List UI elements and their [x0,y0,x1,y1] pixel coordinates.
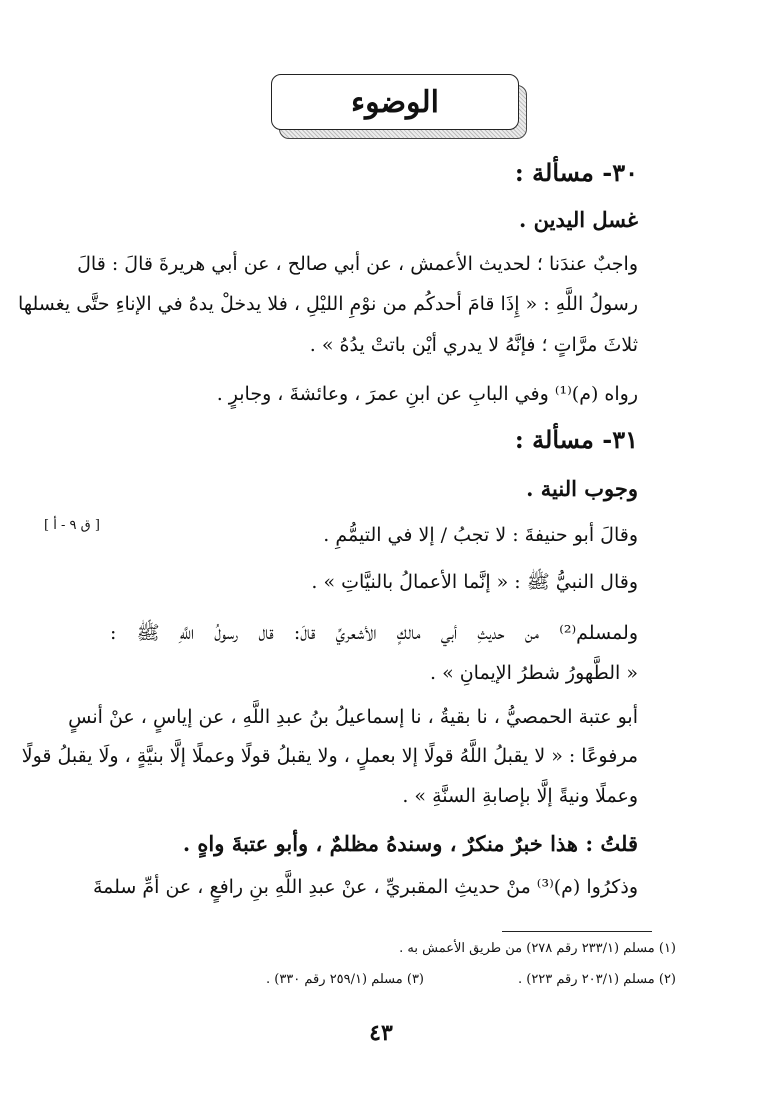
footnote-separator [502,931,652,932]
chapter-title-box [271,74,519,130]
chapter-title: الوضوء [350,84,440,120]
issue-31-nabi-line: وقال النبيُّ ﷺ : « إنَّما الأعمالُ بالنيَّاتِ » . [311,571,638,593]
issue-31-muslim-line-1: ولمسلم⁽²⁾ من حديثِ أبي مالكٍ الأشعريِّ قالَ: قال رسولُ اللَّهِ ﷺ : [110,622,638,644]
issue-30-heading: ٣٠- مسألة : [514,158,638,187]
manuscript-margin-note: [ ق ٩ - أ ] [44,518,100,533]
issue-31-hanifa-line: وقالَ أبو حنيفةَ : لا تجبُ / إلا في التيمُّمِ . [323,524,638,546]
issue-31-subheading: وجوب النية . [526,476,638,501]
footnote-1: (١) مسلم (٢٣٣/١ رقم ٢٧٨) من طريق الأعمش به . [399,941,676,956]
issue-31-otba-line-3: وعملًا ونيةً إلَّا بإصابةِ السنَّةِ » . [402,785,638,807]
issue-31-muslim-line-2: « الطَّهورُ شطرُ الإيمانِ » . [429,662,638,684]
issue-31-otba-line-2: مرفوعًا : « لا يقبلُ اللَّهُ قولًا إلا بعملٍ ، ولا يقبلُ قولًا وعملًا إلَّا بنيَّةٍ ، ولَا يقبلُ قولًا [21,745,638,767]
page-number: ٤٣ [369,1020,393,1046]
issue-30-line-3: ثلاثَ مرَّاتٍ ؛ فإنَّهُ لا يدري أيْن باتتْ يدُهُ » . [309,334,638,356]
issue-30-line-2: رسولُ اللَّهِ : « إِذَا قامَ أحدكُم من نوْمِ الليْلِ ، فلا يدخلْ يدهُ في الإناءِ حتَّى يغسلها [17,293,638,315]
issue-31-otba-line-1: أبو عتبة الحمصيُّ ، نا بقيةُ ، نا إسماعيلُ بنُ عبدِ اللَّهِ ، عن إياسٍ ، عنْ أنسٍ [68,706,638,728]
footnote-3: (٣) مسلم (٢٥٩/١ رقم ٣٣٠) . [265,972,424,987]
issue-31-last-line: وذكرُوا (م)⁽³⁾ منْ حديثِ المقبريِّ ، عنْ عبدِ اللَّهِ بنِ رافعٍ ، عن أمِّ سلمةَ [92,876,638,898]
issue-31-heading: ٣١- مسألة : [514,425,638,454]
issue-30-subheading: غسل اليدين . [519,207,638,232]
issue-31-qultu: قلتُ : هذا خبرٌ منكرٌ ، وسندهُ مظلمٌ ، وأبو عتبةَ واهٍ . [182,831,638,856]
footnote-2: (٢) مسلم (٢٠٣/١ رقم ٢٢٣) . [517,972,676,987]
issue-30-line-1: واجبٌ عندَنا ؛ لحديث الأعمش ، عن أبي صالح ، عن أبي هريرةَ قالَ : قالَ [77,253,638,275]
issue-30-source: رواه (م)⁽¹⁾ وفي البابِ عن ابنِ عمرَ ، وعائشةَ ، وجابرٍ . [216,383,638,405]
